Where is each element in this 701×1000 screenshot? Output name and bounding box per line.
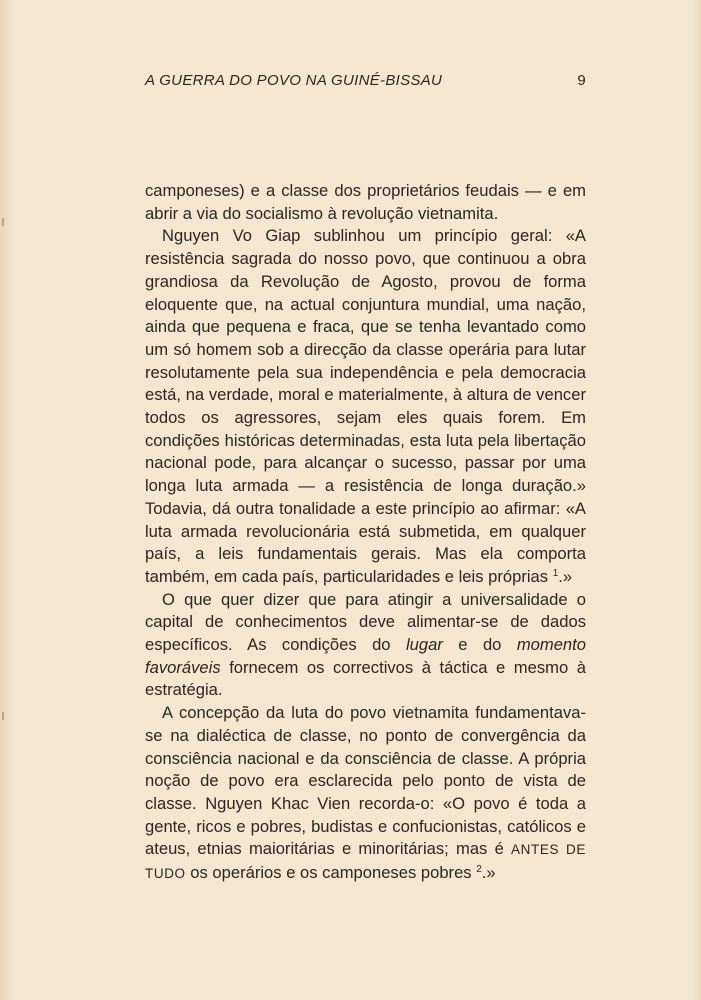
body-text [145, 180, 586, 886]
header-title: A GUERRA DO POVO NA GUINÉ-BISSAU [145, 72, 443, 89]
paragraph-4-small-caps: ANTES DE TUDO [145, 842, 586, 882]
paragraph-3-text-c: fornecem os correctivos à táctica e mesmo à estratégia. [145, 657, 586, 700]
margin-mark-top [2, 218, 4, 226]
paragraph-3-emphasis-momento: momento favoráveis [145, 635, 586, 677]
paragraph-1: camponeses) e a classe dos proprietários feudais — e em abrir a via do socialismo à revolução vietnamita. [145, 181, 586, 223]
page-number: 9 [577, 72, 586, 89]
paragraph-4-text-a: A concepção da luta do povo vietnamita fundamentava-se na dialéctica de classe, no ponto de convergência da consciência nacional e da consciência de classe. A própria noção de povo era esclarecida pelo ponto de vista de classe. Nguyen Khac Vien recorda-o: «O povo é toda a gente, ricos e pobres, budistas e confucionistas, católicos e ateus, etnias maioritárias e minoritárias; mas é [145, 703, 586, 859]
paragraph-2 [145, 225, 586, 588]
page-edge-left [0, 0, 14, 1000]
footnote-ref-1: 1 [552, 567, 559, 579]
paragraph-3-text-a: O que quer dizer que para atingir a universalidade o capital de conhecimentos deve alimentar-se de dados específicos. As condições do [145, 589, 586, 655]
footnote-ref-2: 2 [476, 864, 482, 876]
running-header [145, 72, 586, 94]
paragraph-3-emphasis-lugar: lugar [405, 635, 443, 655]
paragraph-3 [145, 589, 586, 703]
paragraph-2-close: .» [558, 566, 573, 586]
page-edge-right [691, 0, 701, 1000]
paragraph-4 [145, 702, 586, 886]
paragraph-2-text: Nguyen Vo Giap sublinhou um princípio geral: «A resistência sagrada do nosso povo, que continuou a obra grandiosa da Revolução de Agosto, provou de forma eloquente que, na actual conjuntura mundial, uma nação, ainda que pequena e fraca, que se tenha levantado como um só homem sob a direcção da classe operária para lutar resolutamente pela sua independência e pela democracia está, na verdade, moral e materialmente, à altura de vencer todos os agressores, sejam eles quais forem. Em condições históricas determinadas, esta luta pela libertação nacional pode, para alcançar o sucesso, passar por uma longa luta armada — a resistência de longa duração.» Todavia, dá outra tonalidade a este princípio ao afirmar: «A luta armada revolucionária está submetida, em qualquer país, a leis fundamentais gerais. Mas ela comporta também, em cada país, particularidades e leis próprias [145, 226, 586, 586]
margin-mark-bottom [2, 712, 4, 720]
paragraph-4-text-b: os operários e os camponeses pobres [185, 863, 477, 883]
paragraph-4-close: .» [481, 863, 496, 883]
paragraph-3-text-b: e do [442, 635, 517, 655]
